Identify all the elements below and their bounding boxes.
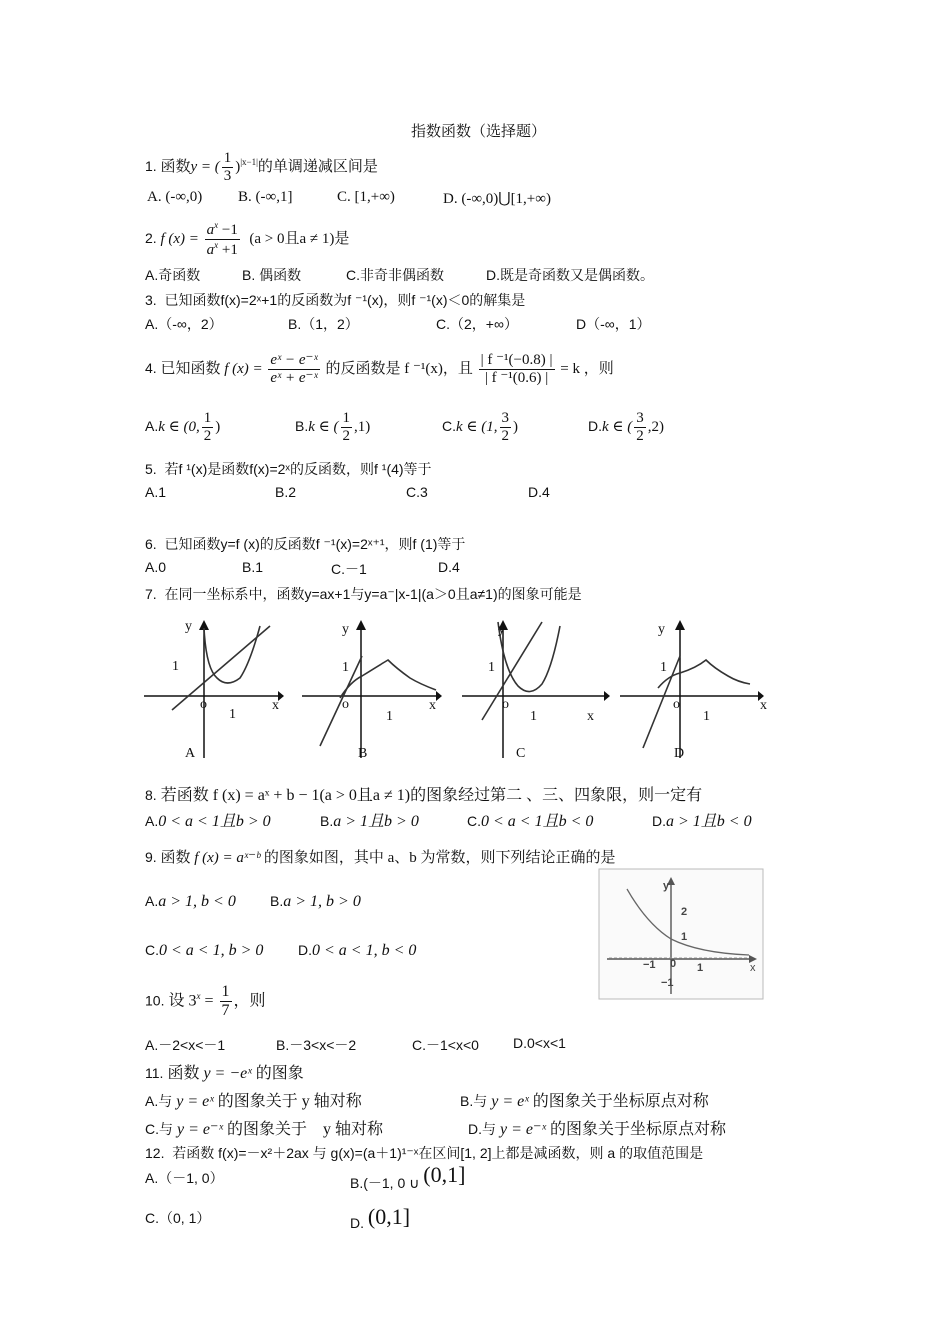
question-10: 10. 设 3$^x$ = $\frac{1}{7}$ ，则 (145, 983, 266, 1020)
q12-option-a[interactable]: A.（－1, 0） (145, 1170, 224, 1186)
q4-option-b[interactable]: B.k ∈ ( $\frac{1}{2}$ ,1) (295, 410, 371, 445)
tick-neg1-y: −1 (661, 977, 674, 989)
q9-option-b[interactable]: B.a > 1, b > 0 (270, 893, 361, 910)
y-label: y (342, 622, 349, 637)
one-x-label: 1 (386, 709, 393, 724)
origin-label: o (502, 697, 509, 712)
x-axis-arrow (604, 691, 610, 701)
y-label: y (658, 622, 665, 637)
q1-option-c[interactable]: C. [1,+∞) (337, 189, 395, 205)
question-8: 8. 若函数 f (x) = aˣ + b − 1(a > 0且a ≠ 1)的图象经过第二 、三、四象限，则一定有 (145, 787, 703, 804)
question-11: 11. 函数 y = −eˣ 的图象 (145, 1065, 304, 1082)
q11-option-d[interactable]: D.与 y = e⁻ˣ 的图象关于坐标原点对称 (468, 1121, 726, 1138)
q11-option-b[interactable]: B.与 y = eˣ 的图象关于坐标原点对称 (460, 1093, 709, 1110)
q2-option-c[interactable]: C.非奇非偶函数 (346, 267, 444, 283)
q3-option-b[interactable]: B.（1，2） (288, 316, 359, 332)
graph-label: A (185, 746, 196, 761)
q8-option-b[interactable]: B.a > 1且b > 0 (320, 813, 419, 830)
q9-option-a[interactable]: A.a > 1, b < 0 (145, 893, 236, 910)
q3-option-a[interactable]: A.（-∞，2） (145, 316, 223, 332)
question-2: 2. f (x) = $\frac{a^x -1}{a^x +1}$ (a > 0且a ≠ 1)是 (145, 220, 350, 259)
q4-option-d[interactable]: D.k ∈ ( $\frac{3}{2}$ ,2) (588, 410, 665, 445)
one-x-label: 1 (229, 707, 236, 722)
q9-figure (599, 869, 763, 999)
one-label: 1 (660, 660, 667, 675)
fraction: $\frac{\text{| f ⁻¹(−0.8) |}}{\text{| f ⁻¹(0.6) |}}$ (480, 352, 553, 387)
one-label: 1 (342, 660, 349, 675)
exp-curve (658, 660, 750, 688)
q1-option-d[interactable]: D. (-∞,0)⋃[1,+∞) (443, 191, 551, 207)
q11-option-a[interactable]: A.与 y = eˣ 的图象关于 y 轴对称 (145, 1093, 362, 1110)
y-axis-arrow (675, 620, 685, 630)
q6-option-a[interactable]: A.0 (145, 559, 167, 575)
fraction: $\frac{1}{3}$ (223, 150, 232, 185)
question-5: 5. 若f ¹(x)是函数f(x)=2ˣ的反函数，则f ¹(4)等于 (145, 461, 432, 477)
line-curve (172, 626, 270, 710)
tick-zero: 0 (670, 958, 677, 970)
one-label: 1 (172, 659, 179, 674)
q3-option-c[interactable]: C.（2，+∞） (436, 316, 518, 332)
exp-curve (340, 660, 436, 698)
q6-option-c[interactable]: C.－1 (331, 561, 367, 577)
question-12: 12. 若函数 f(x)=－x²＋2ax 与 g(x)=(a＋1)¹⁻ˣ在区间[1, 2]上都是减函数，则 a 的取值范围是 (145, 1145, 704, 1161)
x-label: x (587, 709, 594, 724)
graph-label: D (674, 746, 685, 761)
q5-option-d[interactable]: D.4 (528, 484, 550, 500)
q7-graph-c[interactable] (460, 618, 610, 760)
x-axis-arrow (436, 691, 442, 701)
q9-option-c[interactable]: C.0 < a < 1, b > 0 (145, 942, 264, 959)
tick-1-y: 1 (681, 931, 688, 943)
page-title: 指数函数（选择题） (411, 124, 547, 140)
q5-option-b[interactable]: B.2 (275, 484, 297, 500)
tick-1-x: 1 (697, 962, 704, 974)
q9-option-d[interactable]: D.0 < a < 1, b < 0 (298, 942, 417, 959)
q10-option-a[interactable]: A.－2<x<－1 (145, 1037, 226, 1053)
fraction: $\frac{a^x -1}{a^x +1}$ (206, 220, 238, 259)
tick-neg1-x: −1 (643, 959, 656, 971)
q10-option-b[interactable]: B.－3<x<－2 (276, 1037, 357, 1053)
y-label: y (663, 880, 670, 892)
tick-2: 2 (681, 906, 688, 918)
q3-option-d[interactable]: D（-∞，1） (576, 316, 651, 332)
q6-option-d[interactable]: D.4 (438, 559, 460, 575)
one-label: 1 (488, 660, 495, 675)
q6-option-b[interactable]: B.1 (242, 559, 264, 575)
origin-label: o (342, 697, 349, 712)
q5-option-c[interactable]: C.3 (406, 484, 428, 500)
q12-option-c[interactable]: C.（0, 1） (145, 1210, 211, 1226)
q7-graph-b[interactable] (300, 618, 442, 760)
q1-option-a[interactable]: A. (-∞,0) (147, 189, 203, 205)
q2-option-d[interactable]: D.既是奇函数又是偶函数。 (486, 267, 654, 283)
q2-option-a[interactable]: A.奇函数 (145, 267, 201, 283)
q12-option-d[interactable]: D. (0,1] (350, 1204, 411, 1231)
x-label: x (429, 698, 436, 713)
q8-option-d[interactable]: D.a > 1且b < 0 (652, 813, 752, 830)
y-label: y (185, 619, 192, 634)
graph-label: C (516, 746, 526, 761)
fraction: $\frac{\text{eˣ − e⁻ˣ}}{\text{eˣ + e⁻ˣ}}$ (270, 352, 318, 387)
question-7: 7. 在同一坐标系中，函数y=ax+1与y=a⁻|x-1|(a＞0且a≠1)的图象可能是 (145, 586, 582, 602)
y-axis-arrow (356, 620, 366, 630)
question-1: 1. 函数y = ( $\frac{1}{3}$ )$^{|x-1|}$的单调递减区间是 (145, 150, 378, 185)
q7-graph-d[interactable] (618, 618, 768, 760)
x-label: x (750, 962, 756, 974)
y-label: y (498, 622, 505, 637)
q5-option-a[interactable]: A.1 (145, 484, 167, 500)
q12-option-b[interactable]: B.(－1, 0 ∪ (0,1] (350, 1162, 466, 1191)
origin-label: o (200, 697, 207, 712)
q8-option-a[interactable]: A.0 < a < 1且b > 0 (145, 813, 271, 830)
question-4: 4. 已知函数 f (x) = $\frac{\text{eˣ − e⁻ˣ}}{\text{eˣ + e⁻ˣ}}$ 的反函数是 f ⁻¹(x)，且 $\frac{\text{| f ⁻¹(−0.8) |}}{\text{| f ⁻¹(0.6) |}}$ = k ，则 (145, 352, 614, 387)
question-6: 6. 已知函数y=f (x)的反函数f ⁻¹(x)=2ˣ⁺¹，则f (1)等于 (145, 536, 466, 552)
q4-option-a[interactable]: A.k ∈ (0, $\frac{1}{2}$ ) (145, 410, 221, 445)
exp-curve (498, 622, 560, 692)
line-curve (320, 656, 362, 746)
x-label: x (272, 698, 279, 713)
question-9: 9. 函数 f (x) = aˣ⁻ᵇ 的图象如图，其中 a、b 为常数，则下列结论正确的是 (145, 849, 616, 866)
q7-graph-a[interactable] (142, 618, 284, 760)
one-x-label: 1 (530, 709, 537, 724)
q8-option-c[interactable]: C.0 < a < 1且b < 0 (467, 813, 594, 830)
one-x-label: 1 (703, 709, 710, 724)
q4-option-c[interactable]: C.k ∈ (1, $\frac{3}{2}$ ) (442, 410, 519, 445)
q10-option-d[interactable]: D.0<x<1 (513, 1035, 566, 1051)
origin-label: o (673, 697, 680, 712)
q10-option-c[interactable]: C.－1<x<0 (412, 1037, 479, 1053)
q1-option-b[interactable]: B. (-∞,1] (238, 189, 293, 205)
q11-option-c[interactable]: C.与 y = e⁻ˣ 的图象关于 y 轴对称 (145, 1121, 383, 1138)
question-3: 3. 已知函数f(x)=2ˣ+1的反函数为f ⁻¹(x)，则f ⁻¹(x)＜0的解集是 (145, 292, 526, 308)
q2-option-b[interactable]: B. 偶函数 (242, 267, 302, 283)
x-label: x (760, 698, 767, 713)
graph-label: B (358, 746, 368, 761)
